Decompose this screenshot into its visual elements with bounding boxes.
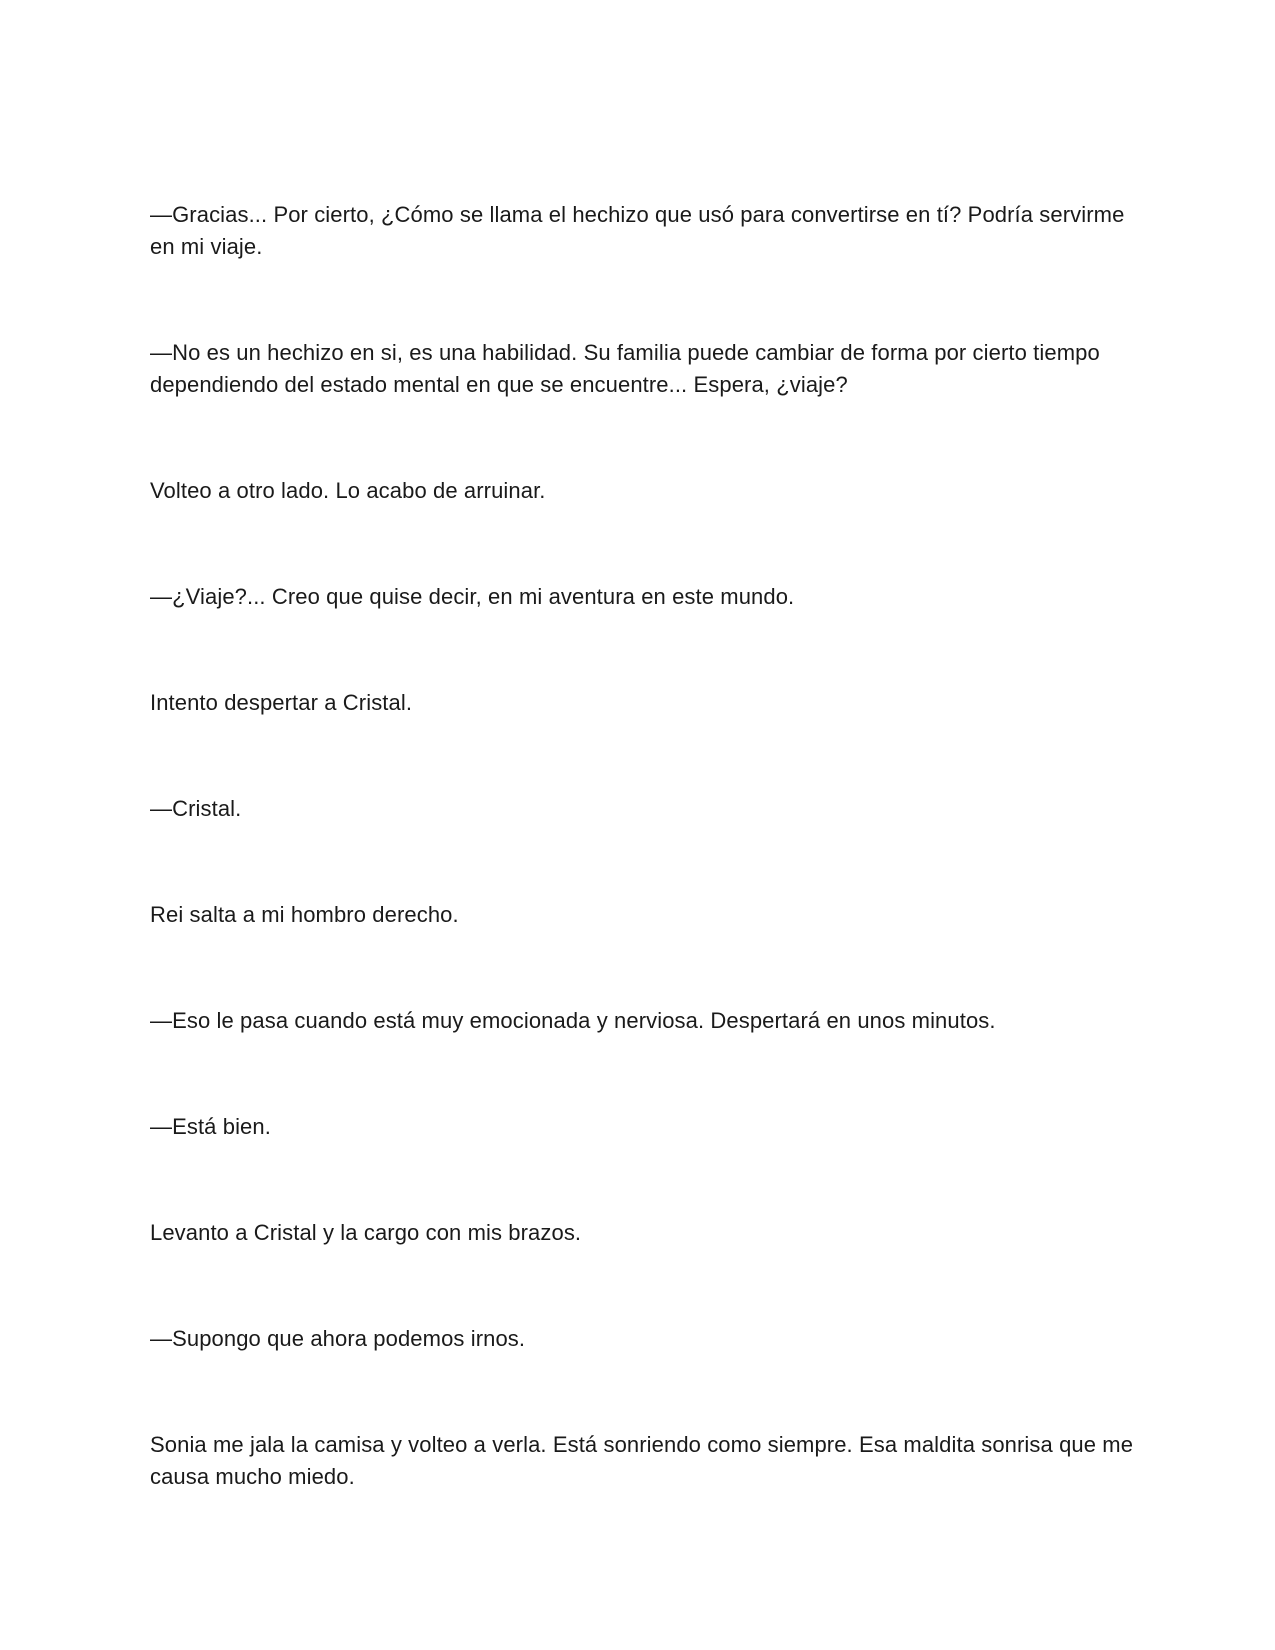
paragraph: Intento despertar a Cristal.	[150, 690, 413, 715]
paragraph: Rei salta a mi hombro derecho.	[150, 902, 459, 927]
paragraph: —Eso le pasa cuando está muy emocionada y nerviosa. Despertará en unos minutos.	[150, 1008, 996, 1033]
paragraph: —No es un hechizo en si, es una habilidad. Su familia puede cambiar de forma por cierto tiempo dependiendo del estado mental en que se encuentre... Espera, ¿viaje?	[150, 340, 1100, 397]
paragraph: —Supongo que ahora podemos irnos.	[150, 1326, 526, 1351]
document-body	[150, 199, 1135, 1567]
paragraph: —Gracias... Por cierto, ¿Cómo se llama el hechizo que usó para convertirse en tí? Podría servirme en mi viaje.	[150, 202, 1125, 259]
paragraph: Sonia me jala la camisa y volteo a verla. Está sonriendo como siempre. Esa maldita sonrisa que me causa mucho miedo.	[150, 1432, 1134, 1489]
paragraph: —Cristal.	[150, 796, 242, 821]
paragraph: Volteo a otro lado. Lo acabo de arruinar.	[150, 478, 546, 503]
paragraph: —Está bien.	[150, 1114, 271, 1139]
paragraph: —¿Viaje?... Creo que quise decir, en mi aventura en este mundo.	[150, 584, 795, 609]
paragraph: Levanto a Cristal y la cargo con mis brazos.	[150, 1220, 582, 1245]
